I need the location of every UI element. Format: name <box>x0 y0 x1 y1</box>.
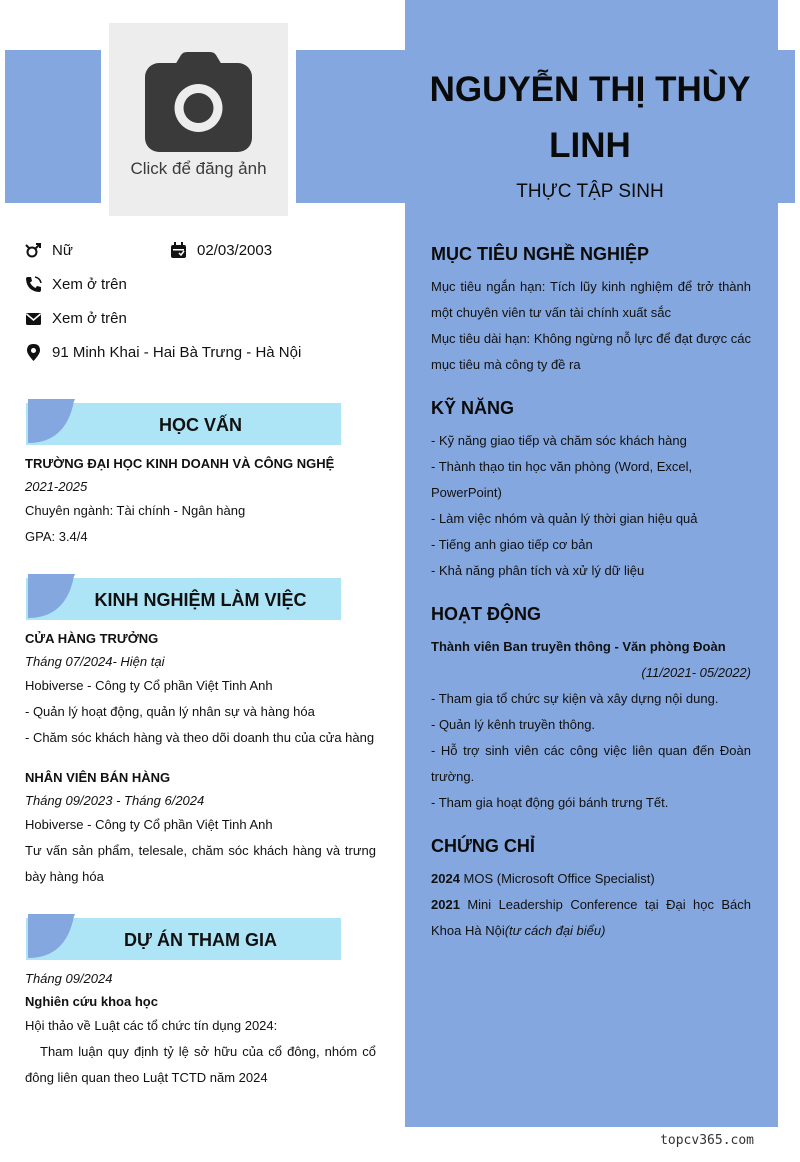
camera-icon <box>145 51 252 152</box>
job-2-period: Tháng 09/2023 - Tháng 6/2024 <box>25 793 205 808</box>
gender-row <box>25 242 73 259</box>
job-1-line-1: - Quản lý hoạt động, quản lý nhân sự và hàng hóa <box>25 704 315 719</box>
project-period: Tháng 09/2024 <box>25 971 113 986</box>
activities-title: HOẠT ĐỘNG <box>431 604 541 624</box>
project-line-1: Hội thảo về Luật các tổ chức tín dụng 2024: <box>25 1018 278 1033</box>
job-1-line-2: - Chăm sóc khách hàng và theo dõi doanh thu của cửa hàng <box>25 730 375 745</box>
phone-value: Xem ở trên <box>52 276 127 293</box>
project-line-2: Tham luận quy định tỷ lệ sở hữu của cổ đông, nhóm cổ đông liên quan theo Luật TCTD năm 2024 <box>25 1044 376 1085</box>
watermark: topcv365.com <box>660 1133 754 1148</box>
address-row <box>25 344 301 361</box>
certificates-title: CHỨNG CHỈ <box>431 836 535 856</box>
activity-period: (11/2021- 05/2022) <box>641 665 751 680</box>
job-1-company: Hobiverse - Công ty Cổ phần Việt Tinh Anh <box>25 678 273 693</box>
objective-short-term: Mục tiêu ngắn hạn: Tích lũy kinh nghiệm để trở thành một chuyên viên tư vấn tài chính xuất sắc <box>431 279 751 320</box>
skill-item: - Thành thạo tin học văn phòng (Word, Excel, PowerPoint) <box>431 459 693 500</box>
certificate-year: 2021 <box>431 897 460 912</box>
project-name: Nghiên cứu khoa học <box>25 994 158 1009</box>
certificate-text: Mini Leadership Conference tại Đại học Bách Khoa Hà Nội <box>431 897 751 938</box>
activity-item: - Quản lý kênh truyền thông. <box>431 717 596 732</box>
objective-long-term: Mục tiêu dài hạn: Không ngừng nỗ lực để đạt được các mục tiêu mà công ty đề ra <box>431 331 751 372</box>
education-major: Chuyên ngành: Tài chính - Ngân hàng <box>25 503 246 518</box>
email-value: Xem ở trên <box>52 310 127 327</box>
phone-icon <box>25 276 42 293</box>
email-row <box>25 310 127 327</box>
address-value: 91 Minh Khai - Hai Bà Trưng - Hà Nội <box>52 344 302 361</box>
certificate-item <box>431 892 751 944</box>
activity-item: - Tham gia hoạt động gói bánh trưng Tết. <box>431 795 669 810</box>
name-line-1: NGUYỄN THỊ THÙY <box>429 70 751 109</box>
email-icon <box>25 310 42 327</box>
gender-icon <box>25 242 42 259</box>
location-pin-icon <box>25 344 42 361</box>
education-gpa: GPA: 3.4/4 <box>25 529 88 544</box>
skills-title: KỸ NĂNG <box>431 398 515 418</box>
gender-value: Nữ <box>52 242 73 259</box>
projects-title: DỰ ÁN THAM GIA <box>124 930 277 950</box>
job-2-position: NHÂN VIÊN BÁN HÀNG <box>25 770 171 785</box>
job-2-line-1: Tư vấn sản phẩm, telesale, chăm sóc khách hàng và trưng bày hàng hóa <box>25 843 376 884</box>
certificate-item <box>431 866 751 892</box>
certificate-text: MOS (Microsoft Office Specialist) <box>459 871 655 886</box>
activity-item: - Tham gia tổ chức sự kiện và xây dựng nội dung. <box>431 691 719 706</box>
photo-upload-label: Click để đăng ảnh <box>130 159 267 178</box>
certificate-year: 2024 <box>431 871 460 886</box>
birthday-value: 02/03/2003 <box>197 242 273 259</box>
calendar-icon <box>170 242 187 259</box>
objective-title: MỤC TIÊU NGHỀ NGHIỆP <box>431 244 650 264</box>
job-1-position: CỬA HÀNG TRƯỞNG <box>25 631 159 646</box>
job-1-period: Tháng 07/2024- Hiện tại <box>25 654 165 669</box>
activity-item: - Hỗ trợ sinh viên các công việc liên quan đến Đoàn trường. <box>431 743 751 784</box>
education-period: 2021-2025 <box>25 479 88 494</box>
activity-role: Thành viên Ban truyền thông - Văn phòng Đoàn <box>431 639 726 654</box>
phone-row <box>25 276 127 293</box>
skill-item: - Kỹ năng giao tiếp và chăm sóc khách hàng <box>431 433 687 448</box>
experience-title: KINH NGHIỆM LÀM VIỆC <box>94 590 307 610</box>
job-title: THỰC TẬP SINH <box>516 181 664 202</box>
education-title: HỌC VẤN <box>158 415 242 435</box>
skill-item: - Tiếng anh giao tiếp cơ bản <box>431 537 593 552</box>
education-school: TRƯỜNG ĐẠI HỌC KINH DOANH VÀ CÔNG NGHỆ <box>25 456 335 471</box>
skill-item: - Khả năng phân tích và xử lý dữ liệu <box>431 563 645 578</box>
job-2-company: Hobiverse - Công ty Cổ phần Việt Tinh Anh <box>25 817 273 832</box>
birthday-row <box>170 242 272 259</box>
skill-item: - Làm việc nhóm và quản lý thời gian hiệu quả <box>431 511 698 526</box>
name-line-2: LINH <box>549 126 631 165</box>
candidate-name <box>420 62 760 174</box>
certificate-note: (tư cách đại biểu) <box>504 923 606 938</box>
photo-upload[interactable] <box>109 23 288 216</box>
left-accent-band <box>5 50 101 203</box>
